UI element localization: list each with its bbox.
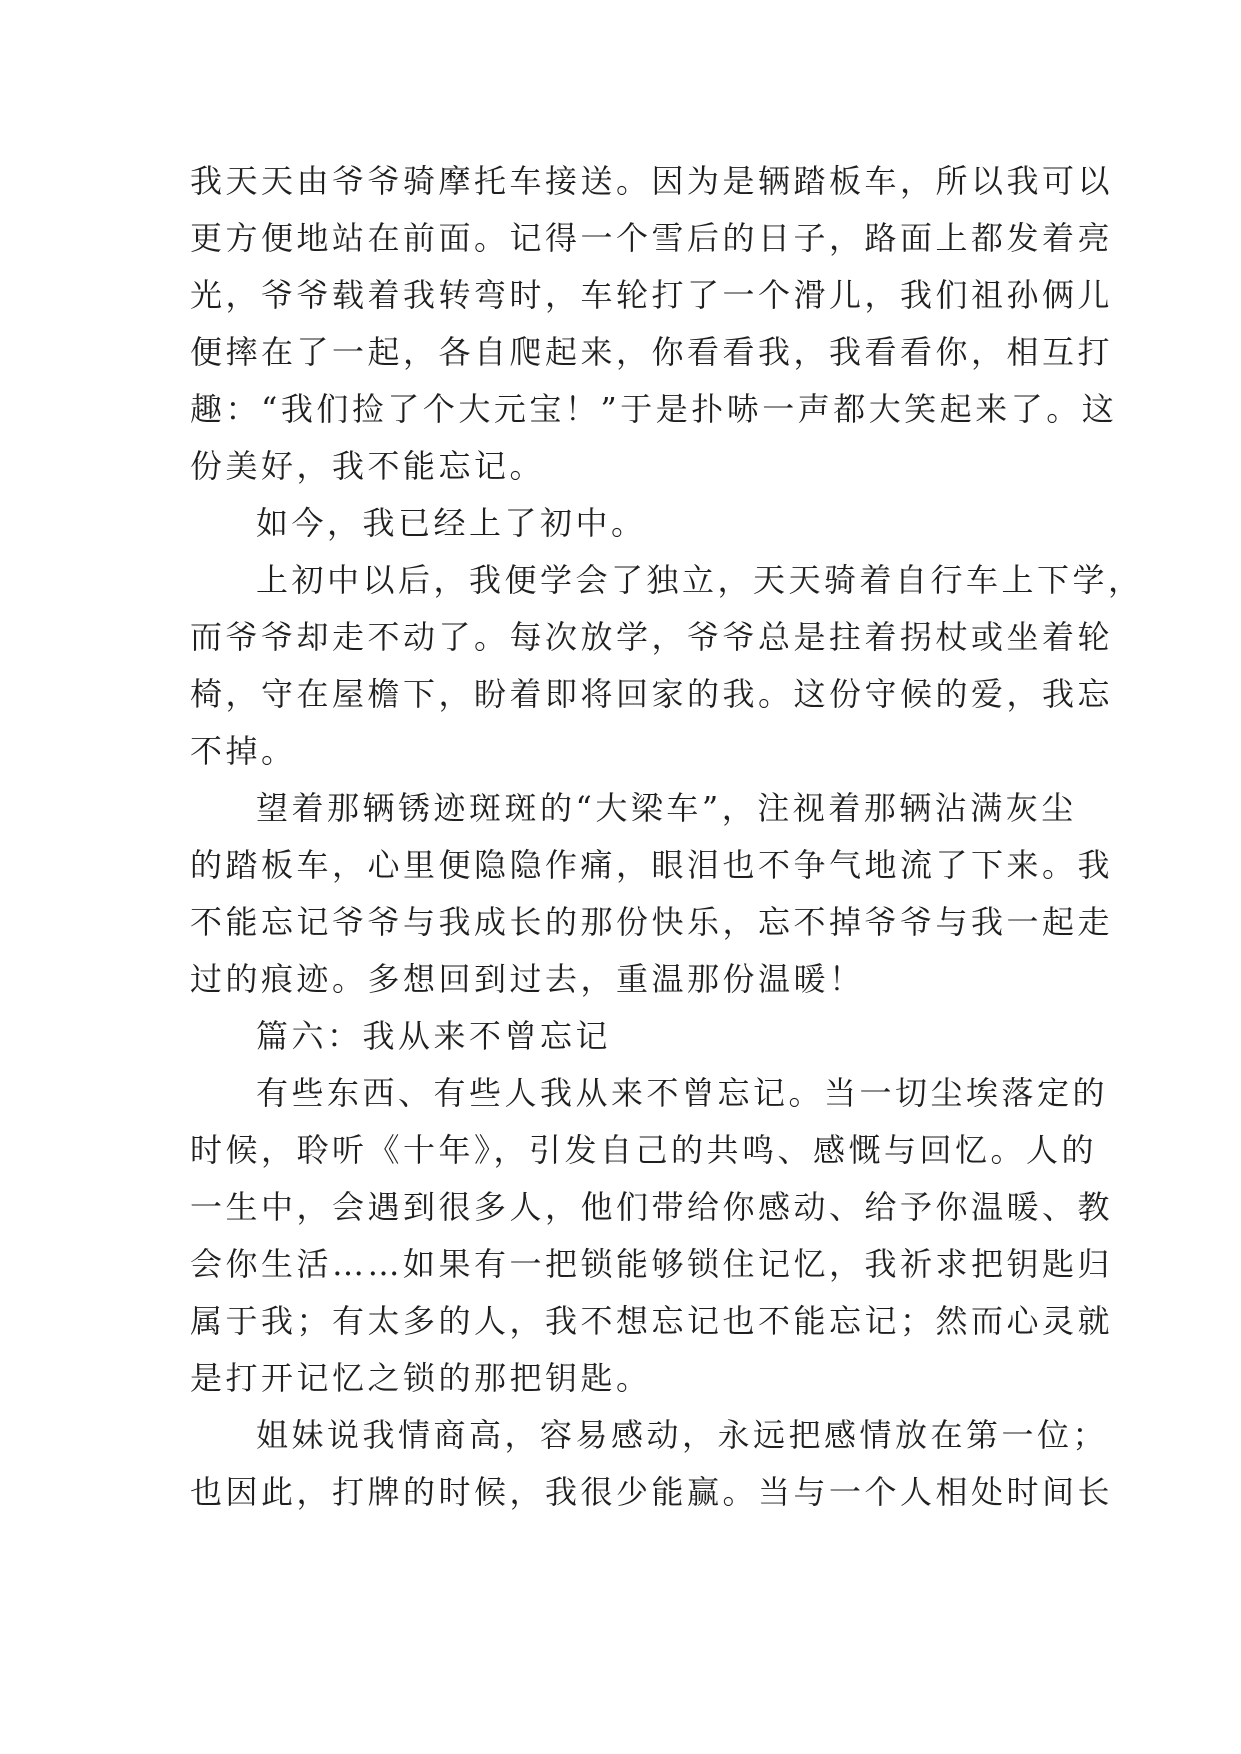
text-line: 也因此，打牌的时候，我很少能赢。当与一个人相处时间长 [190, 1473, 1114, 1511]
text-line: 不能忘记爷爷与我成长的那份快乐，忘不掉爷爷与我一起走 [190, 903, 1114, 941]
text-line: 更方便地站在前面。记得一个雪后的日子，路面上都发着亮 [190, 219, 1114, 257]
text-line: 的踏板车，心里便隐隐作痛，眼泪也不争气地流了下来。我 [190, 846, 1114, 884]
text-line: 光，爷爷载着我转弯时，车轮打了一个滑儿，我们祖孙俩儿 [190, 276, 1114, 314]
text-line: 过的痕迹。多想回到过去，重温那份温暖！ [190, 960, 865, 998]
text-line: 不掉。 [190, 732, 297, 770]
paragraph-start: 上初中以后，我便学会了独立，天天骑着自行车上下学， [256, 561, 1144, 599]
text-line: 一生中，会遇到很多人，他们带给你感动、给予你温暖、教 [190, 1188, 1114, 1226]
paragraph-start: 有些东西、有些人我从来不曾忘记。当一切尘埃落定的 [256, 1074, 1109, 1112]
text-line: 椅，守在屋檐下，盼着即将回家的我。这份守候的爱，我忘 [190, 675, 1114, 713]
text-line: 份美好，我不能忘记。 [190, 447, 546, 485]
paragraph-start: 望着那辆锈迹斑斑的“大梁车”，注视着那辆沾满灰尘 [256, 789, 1077, 827]
text-line: 会你生活……如果有一把锁能够锁住记忆，我祈求把钥匙归 [190, 1245, 1114, 1283]
section-heading: 篇六：我从来不曾忘记 [256, 1017, 612, 1055]
text-line: 是打开记忆之锁的那把钥匙。 [190, 1359, 652, 1397]
text-line: 而爷爷却走不动了。每次放学，爷爷总是拄着拐杖或坐着轮 [190, 618, 1114, 656]
paragraph-start: 姐妹说我情商高，容易感动，永远把感情放在第一位； [256, 1416, 1109, 1454]
text-line: 时候，聆听《十年》，引发自己的共鸣、感慨与回忆。人的 [190, 1131, 1098, 1169]
paragraph-start: 如今，我已经上了初中。 [256, 504, 647, 542]
text-line: 便摔在了一起，各自爬起来，你看看我，我看看你，相互打 [190, 333, 1114, 371]
text-line: 我天天由爷爷骑摩托车接送。因为是辆踏板车，所以我可以 [190, 162, 1114, 200]
text-line: 属于我；有太多的人，我不想忘记也不能忘记；然而心灵就 [190, 1302, 1114, 1340]
text-line: 趣：“我们捡了个大元宝！”于是扑哧一声都大笑起来了。这 [190, 390, 1118, 428]
